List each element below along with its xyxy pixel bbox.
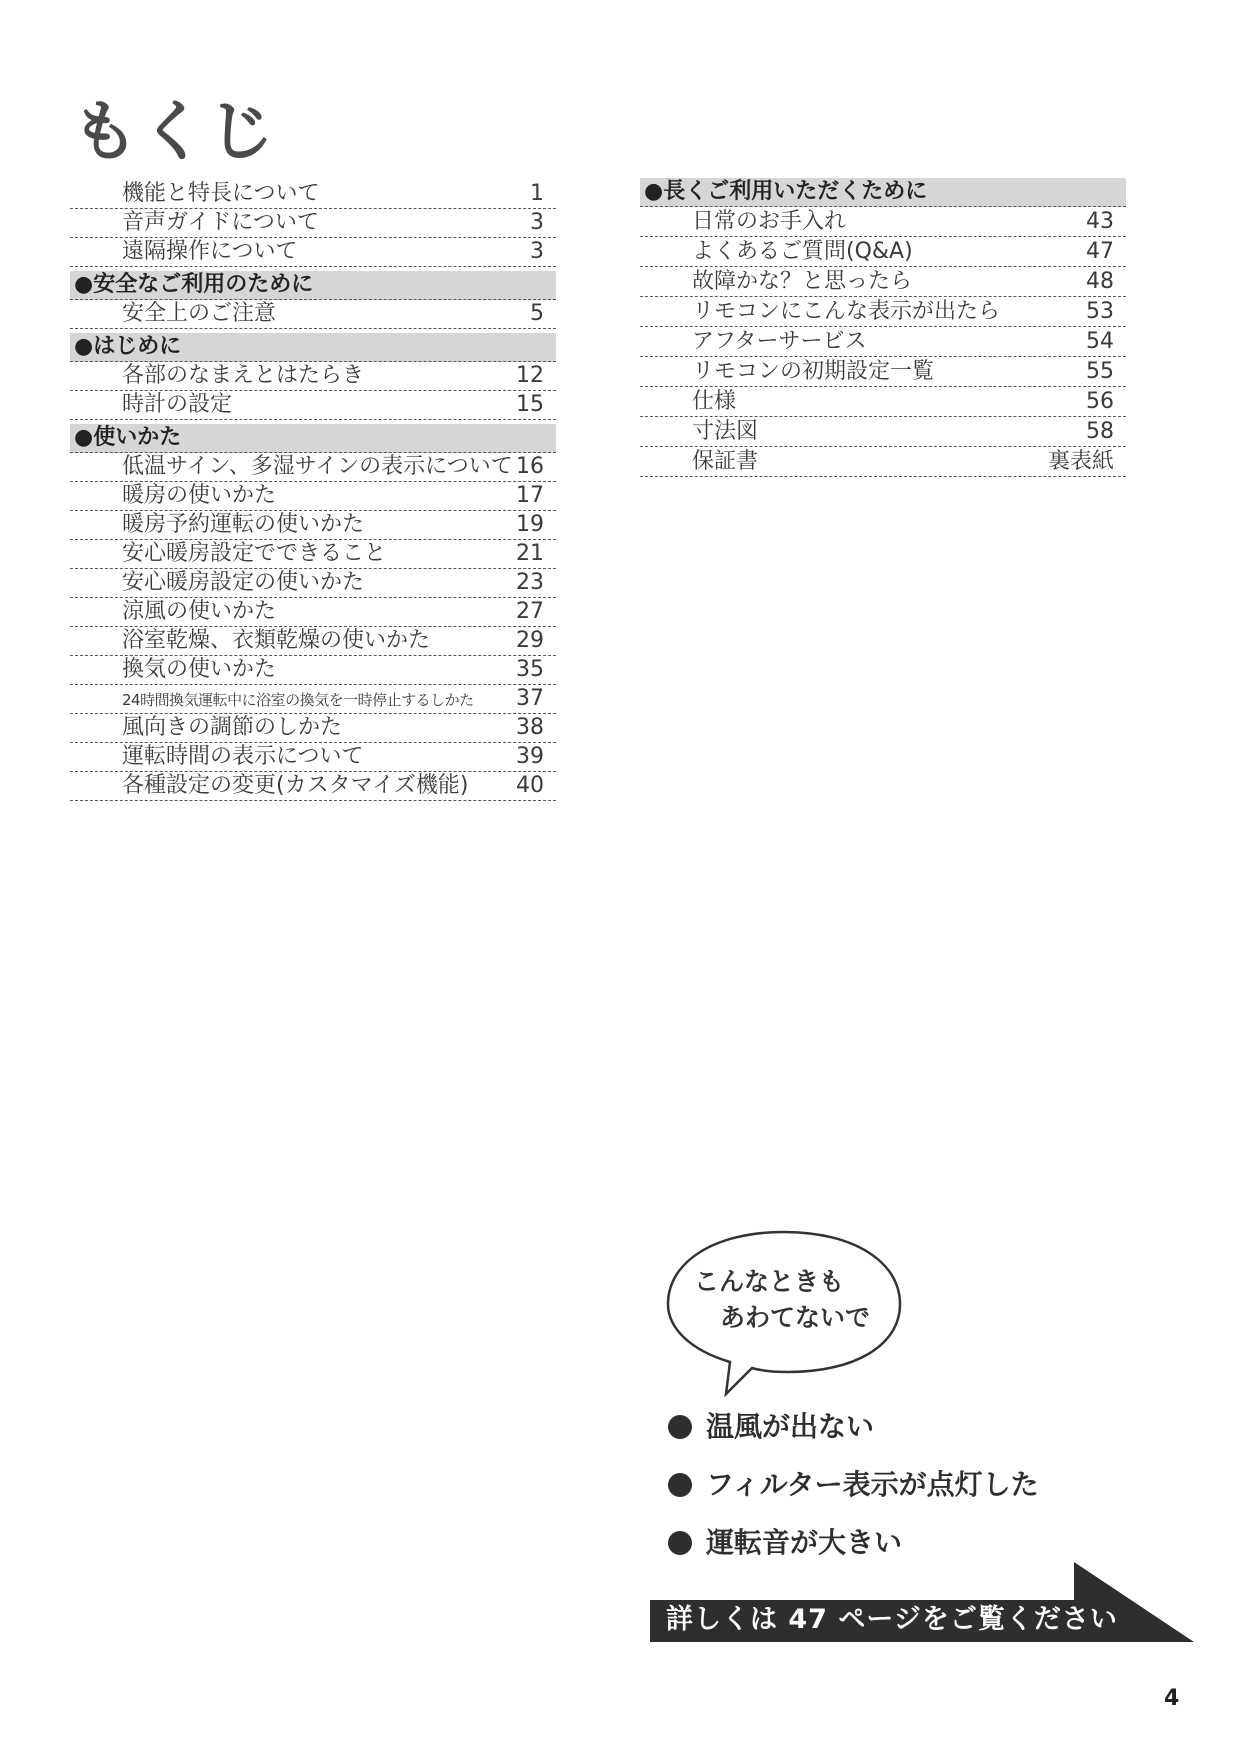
toc-row-page: 38: [516, 715, 544, 740]
toc-row[interactable]: [70, 511, 556, 540]
list-item: [668, 1398, 1039, 1456]
toc-row-label: 仕様: [692, 389, 737, 414]
toc-row-page: 55: [1086, 359, 1114, 384]
toc-row-page: 3: [530, 239, 544, 264]
toc-row[interactable]: [70, 362, 556, 391]
toc-row-label: 機能と特長について: [122, 181, 320, 206]
toc-row[interactable]: [70, 656, 556, 685]
toc-row-page: 27: [516, 599, 544, 624]
toc-row[interactable]: [640, 387, 1126, 417]
toc-row-page: 29: [516, 628, 544, 653]
toc-row-page: 37: [516, 686, 544, 711]
toc-row-page: 23: [516, 570, 544, 595]
toc-row-label: 低温サイン、多湿サインの表示について: [122, 454, 513, 479]
toc-row-label: 各部のなまえとはたらき: [122, 363, 365, 388]
toc-row-page: 47: [1086, 239, 1114, 264]
toc-row[interactable]: [70, 569, 556, 598]
toc-row-label: アフターサービス: [692, 329, 867, 354]
toc-row-page: 15: [516, 392, 544, 417]
toc-row-label: 安全上のご注意: [122, 301, 277, 326]
see-page-banner[interactable]: [650, 1562, 1194, 1642]
toc-row-label: 風向きの調節のしかた: [122, 715, 343, 740]
toc-row-page: 21: [516, 541, 544, 566]
toc-row-label: 安心暖房設定の使いかた: [122, 570, 365, 595]
toc-row-label: 保証書: [692, 449, 759, 474]
section-heading-usage: ●使いかた: [70, 424, 556, 453]
toc-row[interactable]: [70, 627, 556, 656]
toc-row-page: 35: [516, 657, 544, 682]
toc-left-column: [70, 180, 556, 801]
toc-row-label: 寸法図: [692, 419, 759, 444]
toc-row[interactable]: [70, 540, 556, 569]
toc-row[interactable]: [70, 482, 556, 511]
toc-row[interactable]: [70, 391, 556, 420]
toc-row-label: 運転時間の表示について: [122, 744, 364, 769]
toc-row-page: 裏表紙: [1047, 449, 1114, 474]
section-heading-safety: ●安全なご利用のために: [70, 271, 556, 300]
speech-bubble: [664, 1228, 904, 1398]
toc-row-label: 涼風の使いかた: [122, 599, 277, 624]
bullet-dot-icon: [668, 1531, 692, 1555]
bullet-dot-icon: [668, 1415, 692, 1439]
toc-row[interactable]: [640, 447, 1126, 477]
toc-row-page: 56: [1086, 389, 1114, 414]
toc-row-page: 16: [516, 454, 544, 479]
list-item-text: フィルター表示が点灯した: [706, 1468, 1039, 1501]
toc-row-label: 日常のお手入れ: [692, 209, 847, 234]
toc-row-page: 17: [516, 483, 544, 508]
toc-row-label: リモコンにこんな表示が出たら: [692, 299, 1001, 324]
toc-row-label: 暖房の使いかた: [122, 483, 277, 508]
toc-row-label: 故障かな？と思ったら: [692, 269, 913, 294]
toc-row-page: 58: [1086, 419, 1114, 444]
page-number: 4: [1164, 1686, 1180, 1711]
toc-row[interactable]: [70, 772, 556, 801]
toc-row[interactable]: [70, 238, 556, 267]
toc-row-page: 54: [1086, 329, 1114, 354]
toc-row-label: 24時間換気運転中に浴室の換気を一時停止するしかた: [122, 691, 474, 709]
bubble-line-2: あわてないで: [720, 1303, 871, 1332]
toc-row-label: 暖房予約運転の使いかた: [122, 512, 365, 537]
trouble-list: [668, 1398, 1039, 1572]
toc-row-label: 換気の使いかた: [122, 657, 277, 682]
toc-row-label: 音声ガイドについて: [122, 210, 319, 235]
toc-row-page: 39: [516, 744, 544, 769]
toc-row[interactable]: [70, 714, 556, 743]
toc-row[interactable]: [640, 267, 1126, 297]
page-title: もくじ: [72, 93, 276, 170]
list-item-text: 運転音が大きい: [706, 1526, 903, 1559]
toc-row-page: 43: [1086, 209, 1114, 234]
toc-right-column: [640, 178, 1126, 477]
toc-row-label: 安心暖房設定でできること: [122, 541, 387, 566]
toc-row[interactable]: [640, 297, 1126, 327]
toc-row-page: 19: [516, 512, 544, 537]
toc-row-page: 1: [530, 181, 544, 206]
toc-row[interactable]: [640, 207, 1126, 237]
toc-row-label: 浴室乾燥、衣類乾燥の使いかた: [122, 628, 431, 653]
toc-row[interactable]: [70, 598, 556, 627]
toc-row[interactable]: [70, 453, 556, 482]
toc-row[interactable]: [70, 180, 556, 209]
toc-row-page: 53: [1086, 299, 1114, 324]
list-item-text: 温風が出ない: [706, 1410, 875, 1443]
toc-row-page: 5: [530, 301, 544, 326]
toc-row[interactable]: [70, 300, 556, 329]
toc-row-label: 遠隔操作について: [122, 239, 298, 264]
bullet-dot-icon: [668, 1473, 692, 1497]
toc-row[interactable]: [640, 357, 1126, 387]
list-item: [668, 1456, 1039, 1514]
toc-row-label: 時計の設定: [122, 392, 233, 417]
see-page-text: 詳しくは 47 ページをご覧ください: [666, 1604, 1118, 1635]
toc-row-page: 12: [516, 363, 544, 388]
section-heading-maintenance: ●長くご利用いただくために: [640, 178, 1126, 207]
toc-row[interactable]: [70, 685, 556, 714]
toc-row[interactable]: [70, 209, 556, 238]
toc-row[interactable]: [640, 417, 1126, 447]
toc-row-page: 40: [516, 773, 544, 798]
toc-row-label: よくあるご質問(Q&A): [692, 239, 913, 264]
toc-row-label: リモコンの初期設定一覧: [692, 359, 935, 384]
section-heading-getting-started: ●はじめに: [70, 333, 556, 362]
toc-row-page: 3: [530, 210, 544, 235]
bubble-line-1: こんなときも: [694, 1267, 845, 1296]
toc-row[interactable]: [70, 743, 556, 772]
toc-row[interactable]: [640, 327, 1126, 357]
toc-row[interactable]: [640, 237, 1126, 267]
toc-row-page: 48: [1086, 269, 1114, 294]
toc-row-label: 各種設定の変更(カスタマイズ機能): [122, 773, 469, 798]
